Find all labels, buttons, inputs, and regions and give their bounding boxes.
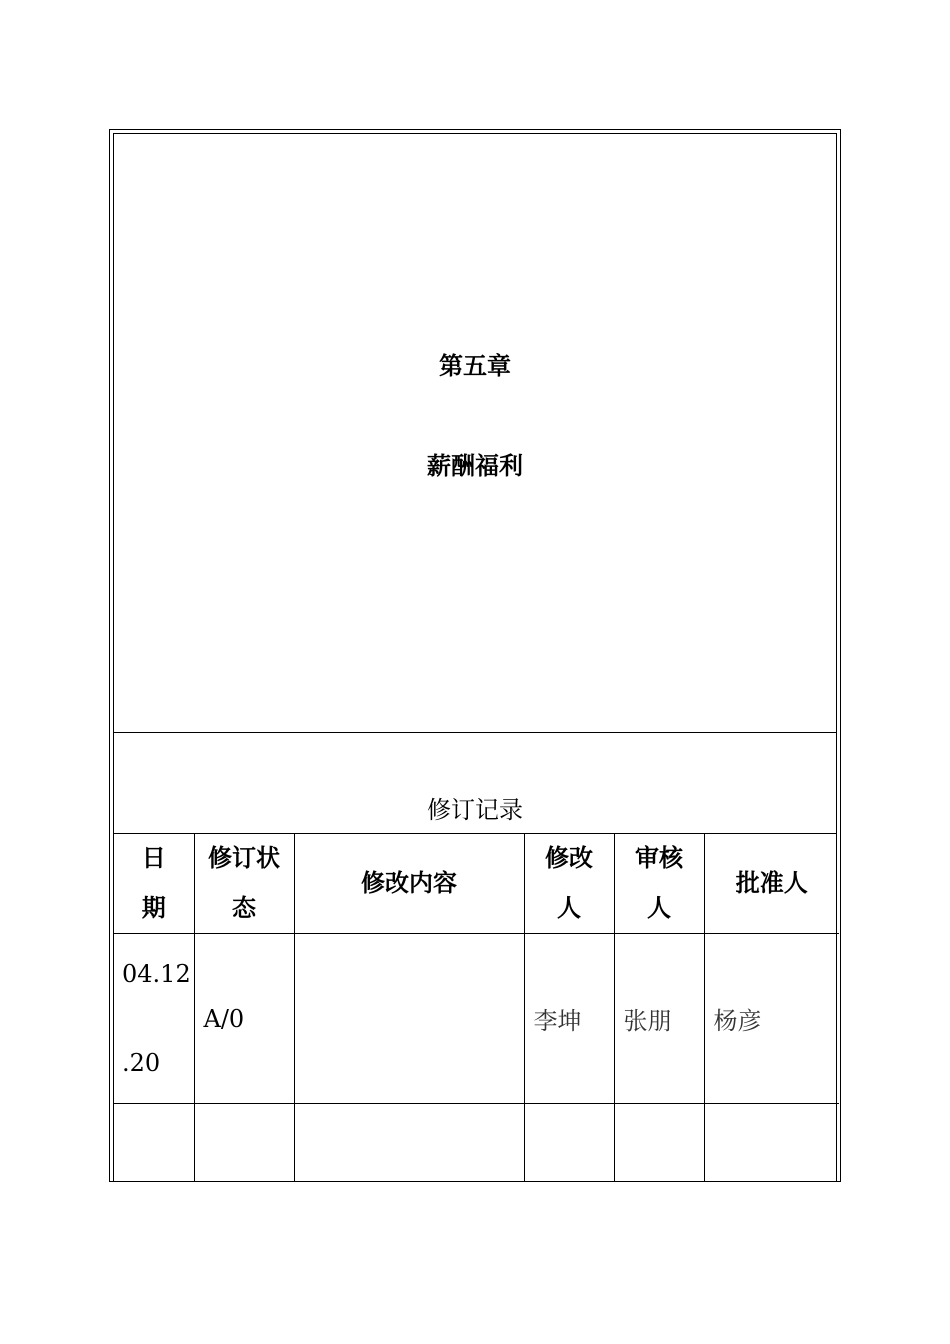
header-status-line1: 修订状 <box>208 844 280 872</box>
header-modifier-line1: 修改 <box>545 844 593 872</box>
date-spacer <box>122 999 194 1038</box>
header-reviewer-line2: 人 <box>647 894 671 922</box>
header-date <box>114 833 194 934</box>
header-date-line1: 日 <box>141 844 166 872</box>
cell-modifier: 李坤 <box>524 934 614 1104</box>
cell-status: A/0 <box>194 934 294 1104</box>
revision-record-title: 修订记录 <box>427 796 523 824</box>
header-status <box>194 833 294 934</box>
revision-table-header-row <box>114 833 839 934</box>
date-line2: .20 <box>122 1049 161 1077</box>
document-inner-frame <box>113 133 837 1181</box>
cell-content <box>294 934 524 1104</box>
header-status-line2: 态 <box>232 894 256 922</box>
table-row <box>114 934 839 1104</box>
header-approver: 批准人 <box>704 833 839 934</box>
cell-reviewer <box>614 1104 704 1183</box>
cell-status <box>194 1104 294 1183</box>
cell-reviewer: 张朋 <box>614 934 704 1104</box>
header-date-line2: 期 <box>141 894 166 922</box>
header-reviewer-line1: 审核 <box>635 844 683 872</box>
cell-approver <box>704 1104 839 1183</box>
cell-modifier <box>524 1104 614 1183</box>
chapter-heading: 第五章 <box>439 352 511 380</box>
revision-record-header <box>114 732 836 834</box>
cell-date <box>114 1104 194 1183</box>
date-line1: 04.12 <box>122 960 191 988</box>
cell-date <box>114 934 194 1104</box>
cell-approver: 杨彦 <box>704 934 839 1104</box>
header-reviewer <box>614 833 704 934</box>
document-frame <box>109 129 841 1182</box>
title-block <box>114 134 836 733</box>
revision-table <box>114 833 839 1182</box>
table-row <box>114 1104 839 1183</box>
cell-content <box>294 1104 524 1183</box>
header-modifier <box>524 833 614 934</box>
header-content: 修改内容 <box>294 833 524 934</box>
header-modifier-line2: 人 <box>557 894 581 922</box>
chapter-subject: 薪酬福利 <box>427 452 523 480</box>
